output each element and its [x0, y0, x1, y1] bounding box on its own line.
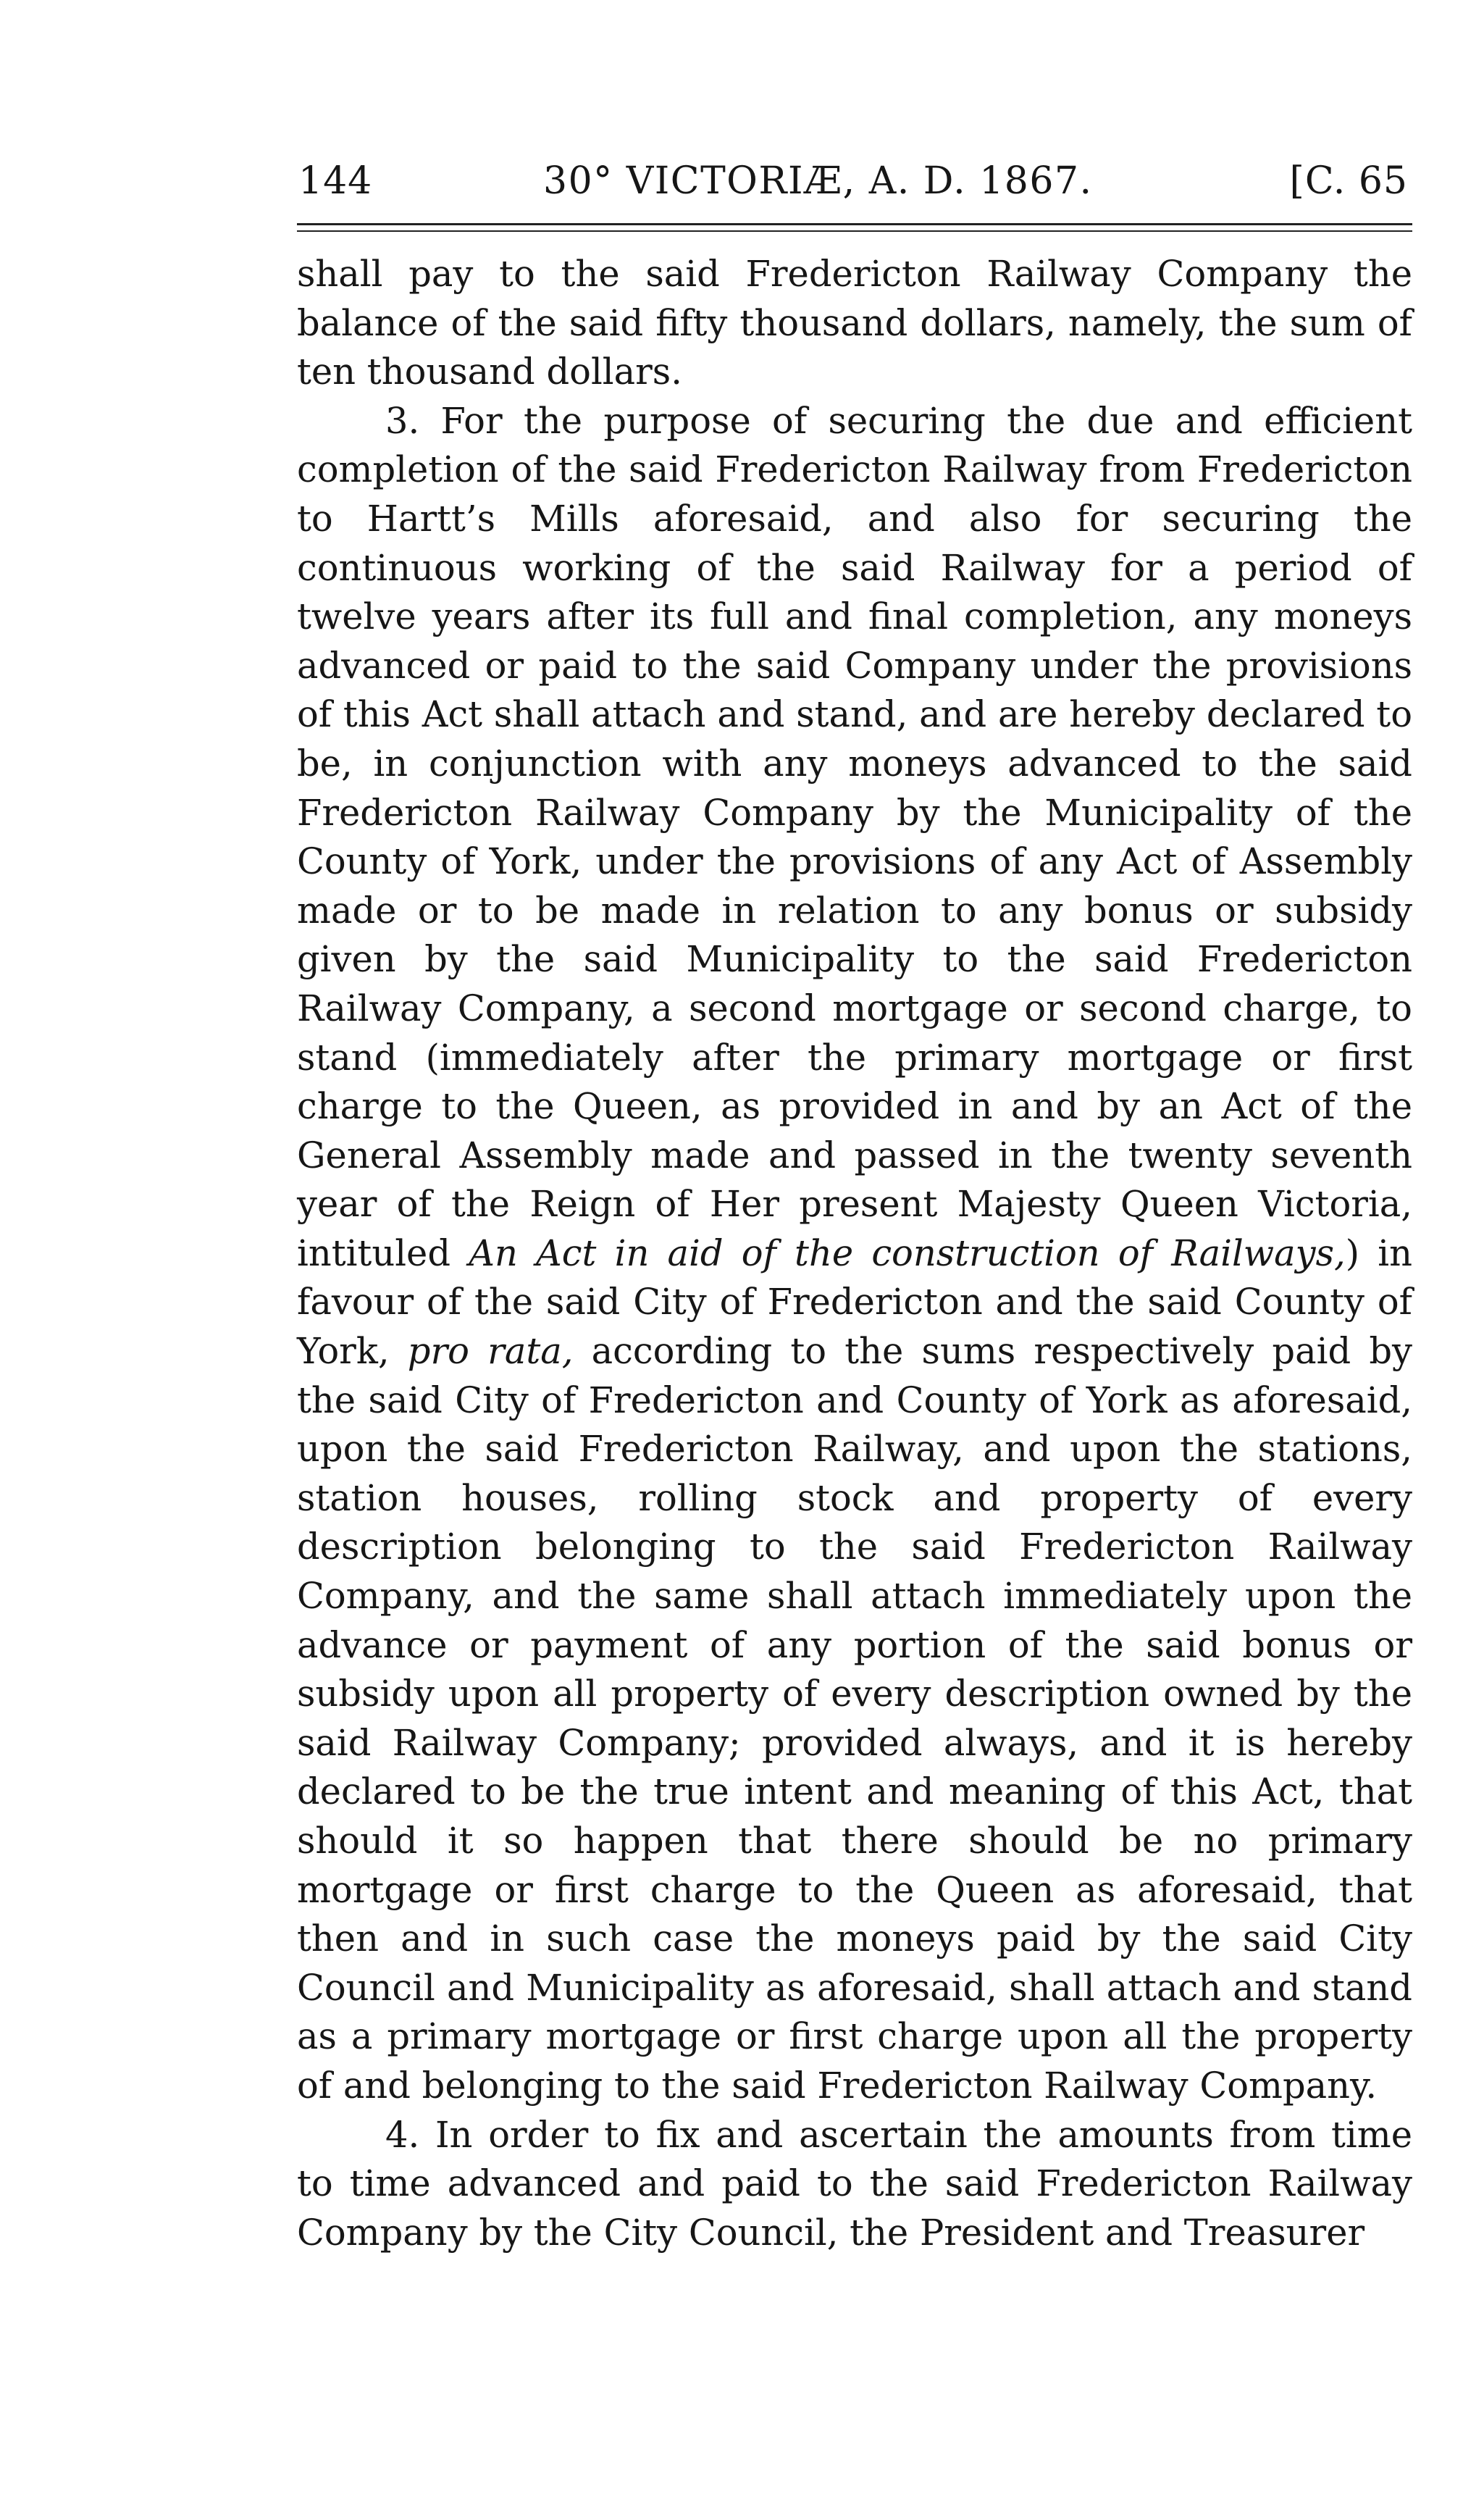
header-rule	[297, 223, 1412, 225]
chapter-reference: [C. 65	[1289, 159, 1408, 203]
act-title-italic: An Act in aid of the construction of Railways,	[469, 1231, 1346, 1274]
section-3-text-c: ) in favour of the said City of Fredericton and the said County of York,	[297, 1231, 1412, 1373]
pro-rata-italic: pro rata,	[407, 1330, 574, 1373]
body-text	[297, 250, 1412, 2257]
running-title: 30° VICTORIÆ, A. D. 1867.	[543, 159, 1093, 203]
paragraph-section-4: 4. In order to fix and ascertain the amounts from time to time advanced and paid to the said Fredericton Railway Company by the City Council, the President and Treasurer	[297, 2113, 1412, 2254]
header-rule-double	[297, 230, 1412, 232]
paragraph-continuation: shall pay to the said Fredericton Railway Company the balance of the said fifty thousand dollars, namely, the sum of ten thousand dollars.	[297, 253, 1412, 393]
document-page	[297, 0, 1412, 2505]
page-number: 144	[298, 159, 373, 203]
section-3-text-a: 3. For the purpose of securing the due and efficient completion of the said Fredericton Railway from Fredericton to Hartt’s Mills aforesaid, and also for securing the continuous working of the said Railway for a period of twelve years after its full and final completion, any moneys advanced or paid to the said Company under the provisions of this Act shall attach and stand, and are hereby declared to be, in conjunction with any moneys advanced to the said Fredericton Railway Company by the Municipality of the County of York, under the provisions of any Act of Assembly made or to be made in relation to any bonus or subsidy given by the said Municipality to the said Fredericton Railway Company, a second mortgage or second charge, to stand (immediately after the primary mortgage or first charge to the Queen, as provided in and by an Act of the General Assembly made and passed in the twenty seventh year of the Reign of Her present Majesty Queen Victoria, intituled	[297, 399, 1412, 1274]
page-header	[297, 156, 1412, 206]
paragraph-section-3	[297, 397, 1412, 2111]
section-3-text-e: according to the sums respectively paid by the said City of Fredericton and County of York as aforesaid, upon the said Fredericton Railway, and upon the stations, station houses, rolling stock and property of every description belonging to the said Fredericton Railway Company, and the same shall attach immediately upon the advance or payment of any portion of the said bonus or subsidy upon all property of every description owned by the said Railway Company; provided always, and it is hereby declared to be the true intent and meaning of this Act, that should it so happen that there should be no primary mortgage or first charge to the Queen as aforesaid, that then and in such case the moneys paid by the said City Council and Municipality as aforesaid, shall attach and stand as a primary mortgage or first charge upon all the property of and belonging to the said Fredericton Railway Company.	[297, 1330, 1412, 2107]
